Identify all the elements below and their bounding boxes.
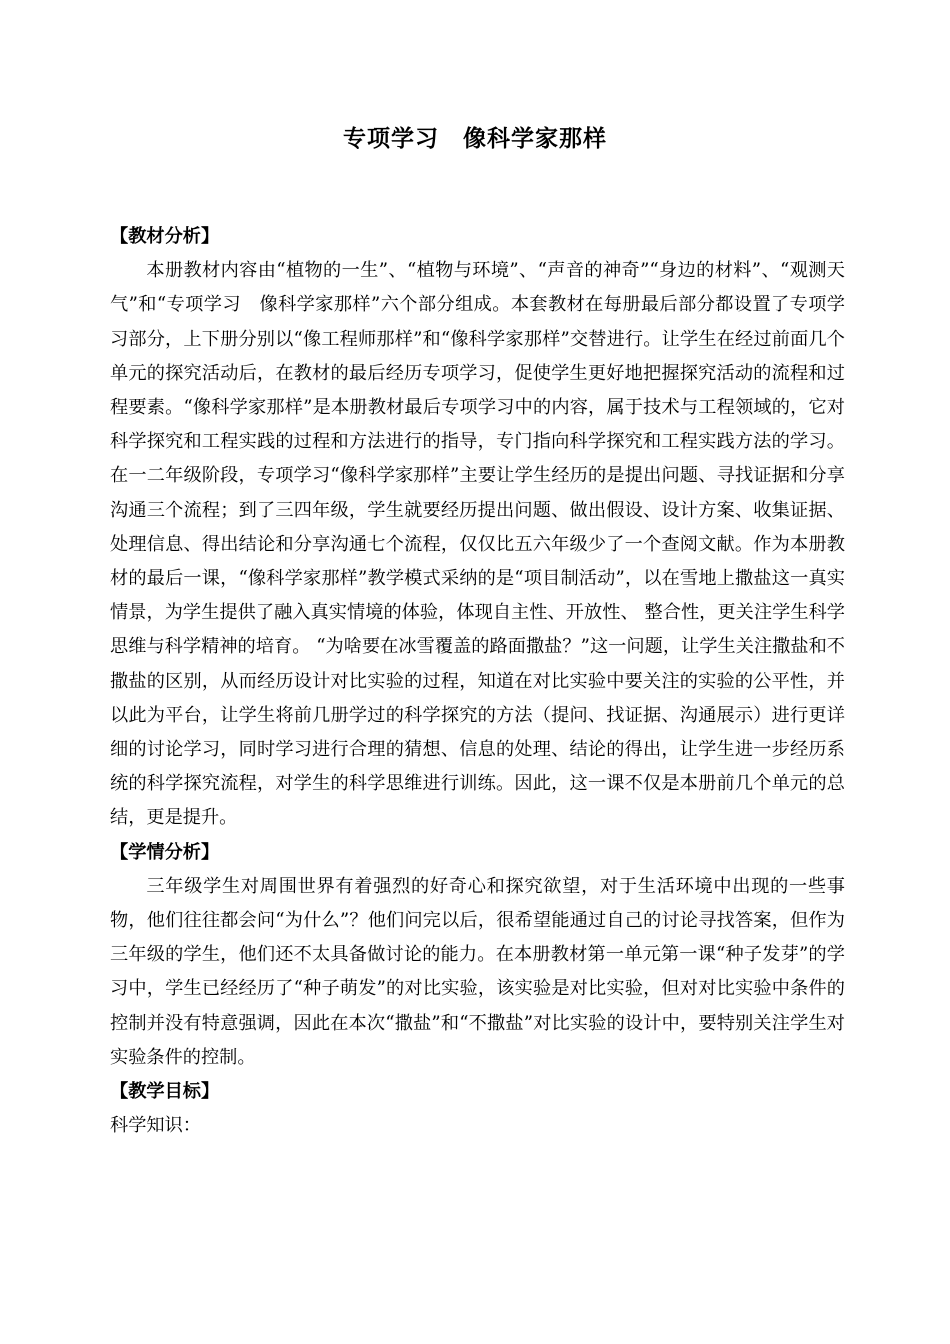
document-body xyxy=(110,220,845,1143)
section-heading-material-analysis: 【教材分析】 xyxy=(110,226,220,247)
student-analysis-paragraph: 三年级学生对周围世界有着强烈的好奇心和探究欲望，对于生活环境中出现的一些事物，他们往往都会问“为什么”？他们问完以后，很希望能通过自己的讨论寻找答案，但作为三年级的学生，他们还不太具备做讨论的能力。在本册教材第一单元第一课“种子发芽”的学习中，学生已经经历了“种子萌发”的对比实验，该实验是对比实验，但对对比实验中条件的控制并没有特意强调，因此在本次“撒盐”和“不撒盐”对比实验的设计中，要特别关注学生对实验条件的控制。 xyxy=(110,875,845,1068)
science-knowledge-label: 科学知识： xyxy=(110,1115,201,1137)
material-analysis-paragraph: 本册教材内容由“植物的一生”、“植物与环境”、“声音的神奇”“身边的材料”、“观测天气”和“专项学习 像科学家那样”六个部分组成。本套教材在每册最后部分都设置了专项学习部分，上下册分别以“像工程师那样”和“像科学家那样”交替进行。让学生在经过前面几个单元的探究活动后，在教材的最后经历专项学习，促使学生更好地把握探究活动的流程和过程要素。“像科学家那样”是本册教材最后专项学习中的内容，属于技术与工程领域的，它对科学探究和工程实践的过程和方法进行的指导，专门指向科学探究和工程实践方法的学习。在一二年级阶段，专项学习“像科学家那样”主要让学生经历的是提出问题、寻找证据和分享沟通三个流程；到了三四年级，学生就要经历提出问题、做出假设、设计方案、收集证据、处理信息、得出结论和分享沟通七个流程，仅仅比五六年级少了一个查阅文献。作为本册教材的最后一课，“像科学家那样”教学模式采纳的是“项目制活动”，以在雪地上撒盐这一真实情景，为学生提供了融入真实情境的体验，体现自主性、开放性、 整合性，更关注学生科学思维与科学精神的培育。 “为啥要在冰雪覆盖的路面撒盐？”这一问题，让学生关注撒盐和不撒盐的区别，从而经历设计对比实验的过程，知道在对比实验中要关注的实验的公平性，并以此为平台，让学生将前几册学过的科学探究的方法（提问、找证据、沟通展示）进行更详细的讨论学习，同时学习进行合理的猜想、信息的处理、结论的得出，让学生进一步经历系统的科学探究流程，对学生的科学思维进行训练。因此，这一课不仅是本册前几个单元的总结，更是提升。 xyxy=(110,260,845,829)
section-heading-teaching-goals: 【教学目标】 xyxy=(110,1081,220,1103)
document-title: 专项学习 像科学家那样 xyxy=(343,125,607,153)
section-heading-student-analysis: 【学情分析】 xyxy=(110,841,220,863)
